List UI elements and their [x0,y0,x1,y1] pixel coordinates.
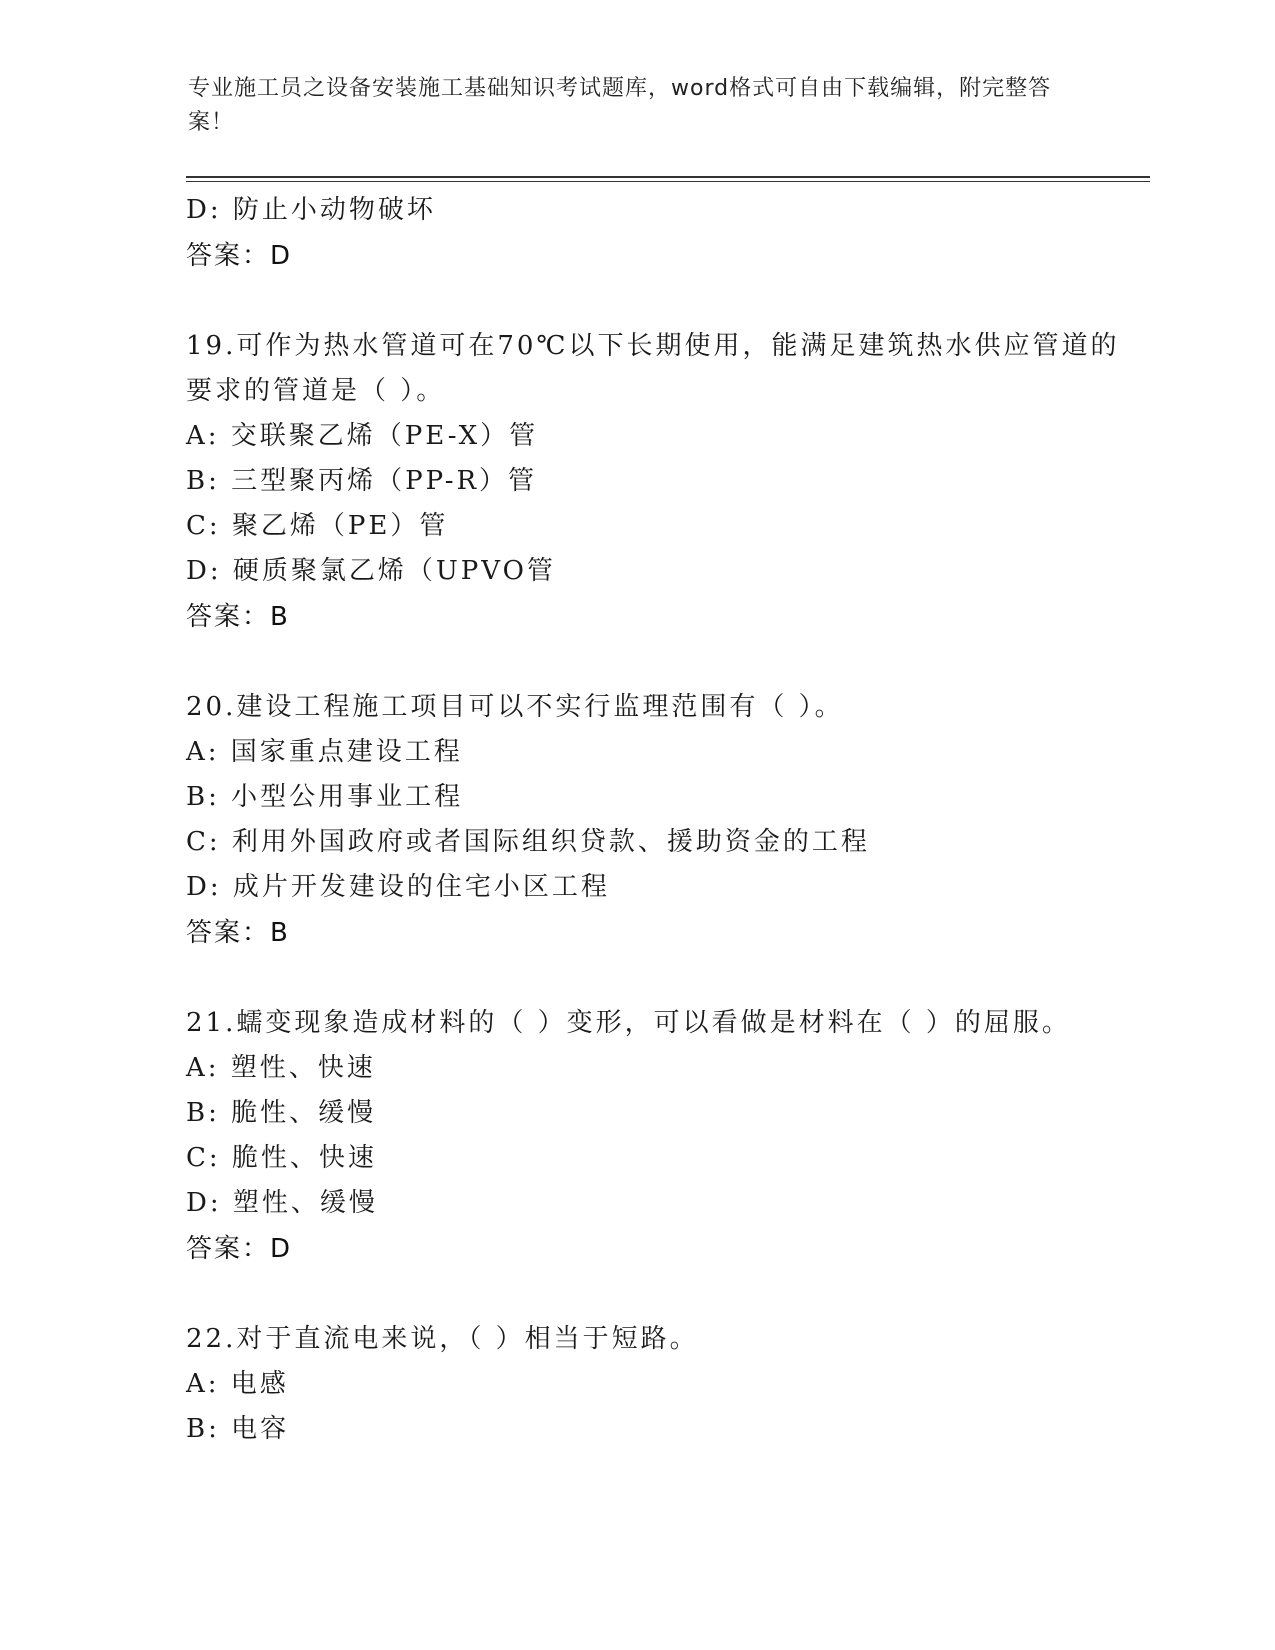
option-d: D: 防止小动物破坏 [186,195,436,225]
question-stem: 20.建设工程施工项目可以不实行监理范围有（ ）。 [186,692,844,722]
option-d: D: 成片开发建设的住宅小区工程 [186,872,610,902]
option-d: D: 硬质聚氯乙烯（UPVO管 [186,556,556,586]
option-b: B: 三型聚丙烯（PP-R）管 [186,466,538,496]
option-c: C: 利用外国政府或者国际组织贷款、援助资金的工程 [186,827,870,857]
carryover-question [186,188,1126,279]
question-stem: 21.蠕变现象造成材料的（ ）变形，可以看做是材料在（ ）的屈服。 [186,1008,1071,1038]
option-a: A: 塑性、快速 [186,1053,376,1083]
option-d: D: 塑性、缓慢 [186,1188,378,1218]
question-21 [186,1001,1126,1272]
question-stem: 22.对于直流电来说，（ ）相当于短路。 [186,1324,699,1354]
option-a: A: 电感 [186,1369,289,1399]
question-stem: 19.可作为热水管道可在70℃以下长期使用，能满足建筑热水供应管道的要求的管道是（ ）。 [186,331,1120,406]
spacer [186,279,1126,324]
question-22 [186,1317,1126,1452]
spacer [186,956,1126,1001]
page-header: 专业施工员之设备安装施工基础知识考试题库，word格式可自由下载编辑，附完整答案！ [188,76,1052,135]
option-b: B: 脆性、缓慢 [186,1098,377,1128]
option-b: B: 电容 [186,1414,290,1444]
option-c: C: 脆性、快速 [186,1143,377,1173]
option-b: B: 小型公用事业工程 [186,782,464,812]
question-20 [186,685,1126,956]
answer-line: 答案：D [186,1234,293,1264]
option-a: A: 国家重点建设工程 [186,737,463,767]
option-a: A: 交联聚乙烯（PE-X）管 [186,421,539,451]
answer-line: 答案：B [186,918,290,948]
question-list [186,188,1126,1452]
header-divider-thin [186,181,1150,182]
answer-line: 答案：D [186,241,293,271]
header-divider-thick [186,176,1150,178]
answer-line: 答案：B [186,602,290,632]
option-c: C: 聚乙烯（PE）管 [186,511,449,541]
question-19 [186,324,1126,640]
spacer [186,640,1126,685]
spacer [186,1272,1126,1317]
